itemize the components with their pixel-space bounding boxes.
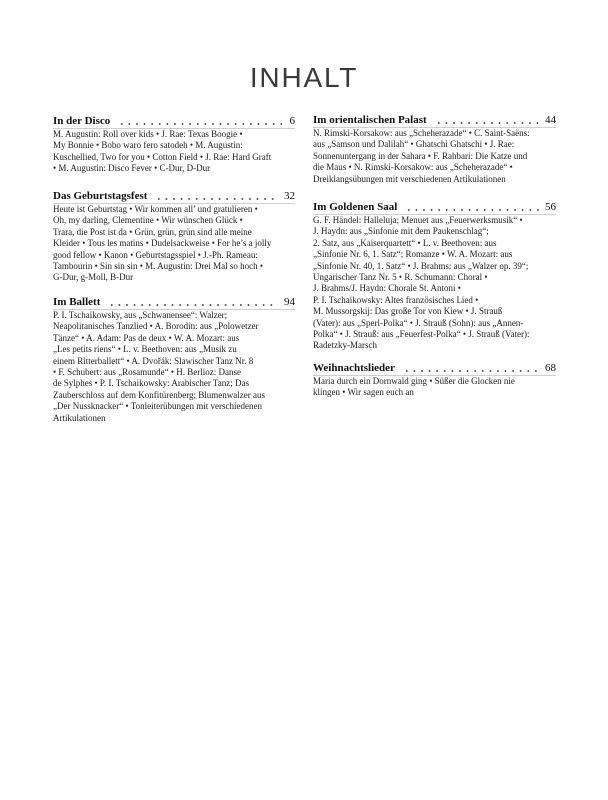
contents-line: „Sinfonie Nr. 40, 1. Satz“ • J. Brahms: aus „Walzer op. 39“; bbox=[313, 260, 529, 271]
contents-line: klingen • Wir sagen euch an bbox=[313, 387, 414, 398]
contents-line: Tambourin • Sin sin sin • M. Augustin: Drei Mal so hoch • bbox=[53, 261, 264, 272]
contents-line: Tänze“ • A. Adam: Pas de deux • W. A. Mozart: aus bbox=[53, 332, 240, 343]
dot-leader bbox=[155, 198, 278, 200]
page-title: INHALT bbox=[249, 62, 359, 93]
contents-line: Dreiklangsübungen mit verschiedenen Artikulationen bbox=[313, 173, 506, 184]
contents-line: • M. Augustin: Disco Fever • C-Dur, D-Dur bbox=[53, 163, 211, 174]
section-contents bbox=[313, 128, 556, 185]
section-header bbox=[53, 295, 295, 309]
contents-line: Trara, die Post ist da • Grün, grün, grün sind alle meine bbox=[53, 226, 252, 237]
toc-section-im-orientalischen-palast bbox=[313, 113, 556, 185]
contents-line: P. I. Tschaikowsky: Altes französisches Lied • bbox=[313, 294, 479, 305]
section-contents bbox=[53, 129, 295, 175]
contents-line: Maria durch ein Dornwald ging • Süßer die Glocken nie bbox=[313, 376, 515, 386]
contents-line: Neapolitanisches Tanzlied • A. Borodin: aus „Polowetzer bbox=[53, 321, 259, 332]
toc-section-im-ballett bbox=[53, 295, 295, 424]
toc-section-weihnachtslieder bbox=[313, 361, 556, 399]
section-title: Das Geburtstagsfest bbox=[53, 190, 148, 202]
contents-line: G. F. Händel: Halleluja; Menuet aus „Feuerwerksmusik“ • bbox=[313, 215, 523, 225]
section-header bbox=[313, 113, 556, 127]
contents-line: (Vater): aus „Sperl-Polka“ • J. Strauß (Sohn): aus „Annen- bbox=[313, 317, 524, 328]
contents-line: Oh, my darling, Clementine • Wir wünschen Glück • bbox=[53, 215, 243, 226]
page-number: 56 bbox=[545, 201, 556, 213]
contents-line: My Bonnie • Bobo waro fero satodeh • M. Augustin: bbox=[53, 140, 243, 151]
dot-leader bbox=[403, 370, 539, 372]
section-header bbox=[313, 200, 556, 214]
contents-line: Artikulationen bbox=[53, 412, 106, 423]
toc-section-in-der-disco bbox=[53, 114, 295, 175]
contents-line: de Sylphes • P. I. Tschaikowsky: Arabischer Tanz; Das bbox=[53, 378, 250, 389]
contents-line: Radetzky-Marsch bbox=[313, 340, 377, 351]
dot-leader bbox=[435, 122, 539, 124]
page-number: 32 bbox=[284, 190, 295, 202]
page-number: 44 bbox=[545, 114, 556, 126]
page-number: 68 bbox=[545, 362, 556, 374]
dot-leader bbox=[405, 209, 539, 211]
section-contents bbox=[313, 376, 556, 399]
contents-line: • F. Schubert: aus „Rosamunde“ • H. Berlioz: Danse bbox=[53, 367, 242, 378]
section-contents bbox=[53, 310, 295, 424]
contents-line: einem Ritterballett“ • A. Dvořák: Slawischer Tanz Nr. 8 bbox=[53, 355, 254, 366]
toc-column-right bbox=[313, 0, 556, 800]
contents-line: Sonnenuntergang in der Sahara • F. Rahbari: Die Katze und bbox=[313, 150, 528, 161]
contents-line: P. I. Tschaikowsky, aus „Schwanensee“: Walzer; bbox=[53, 310, 228, 320]
contents-line: die Maus • N. Rimski-Korsakow: aus „Scheherazade“ • bbox=[313, 162, 513, 173]
contents-line: „Der Nussknacker“ • Tonleiterübungen mit verschiedenen bbox=[53, 401, 263, 412]
contents-line: M. Augustin: Roll over kids • J. Rae: Texas Boogie • bbox=[53, 129, 243, 139]
contents-line: 2. Satz, aus „Kaiserquartett“ • L. v. Beethoven: aus bbox=[313, 237, 497, 248]
section-header bbox=[313, 361, 556, 375]
contents-line: good fellow • Kanon • Geburtstagsspiel • J.-Ph. Rameau: bbox=[53, 249, 258, 260]
toc-section-das-geburtstagsfest bbox=[53, 189, 295, 284]
contents-line: N. Rimski-Korsakow: aus „Scheherazade“ • C. Saint-Saëns: bbox=[313, 128, 530, 138]
section-contents bbox=[313, 215, 556, 352]
contents-line: G-Dur, g-Moll, B-Dur bbox=[53, 272, 134, 283]
section-title: Weihnachtslieder bbox=[313, 362, 395, 374]
contents-line: Kuschellied, Two for you • Cotton Field • J. Rae: Hard Graft bbox=[53, 151, 272, 162]
section-title: Im Goldenen Saal bbox=[313, 201, 398, 213]
contents-line: J. Haydn: aus „Sinfonie mit dem Paukenschlag“; bbox=[313, 226, 489, 237]
contents-line: Ungarischer Tanz Nr. 5 • R. Schumann: Choral • bbox=[313, 272, 488, 283]
section-header bbox=[53, 189, 295, 203]
contents-line: Polka“ • J. Strauß: aus „Feuerfest-Polka“ • J. Strauß (Vater): bbox=[313, 329, 530, 340]
section-title: In der Disco bbox=[53, 115, 111, 127]
toc-section-im-goldenen-saal bbox=[313, 200, 556, 352]
dot-leader bbox=[118, 123, 283, 125]
section-title: Im Ballett bbox=[53, 296, 101, 308]
contents-line: Kleider • Tous les matins • Dudelsackweise • For he’s a jolly bbox=[53, 238, 272, 249]
section-title: Im orientalischen Palast bbox=[313, 114, 427, 126]
contents-line: Zauberschloss auf dem Konfitürenberg; Blumenwalzer aus bbox=[53, 389, 266, 400]
contents-line: aus „Samson und Dalilah“ • Ghatschi Ghatschi • J. Rae: bbox=[313, 139, 515, 150]
dot-leader bbox=[108, 304, 278, 306]
contents-line: „Sinfonie Nr. 6, 1. Satz“; Romanze • W. A. Mozart: aus bbox=[313, 249, 513, 260]
section-header bbox=[53, 114, 295, 128]
contents-line: Heute ist Geburtstag • Wir kommen all’ und gratulieren • bbox=[53, 204, 258, 214]
page-number: 94 bbox=[284, 296, 295, 308]
page-number: 6 bbox=[289, 115, 295, 127]
section-contents bbox=[53, 204, 295, 284]
toc-column-left bbox=[53, 0, 295, 800]
contents-line: M. Mussorgskij: Das große Tor von Kiew • J. Strauß bbox=[313, 306, 503, 317]
contents-line: J. Brahms/J. Haydn: Chorale St. Antoni • bbox=[313, 283, 461, 294]
contents-line: „Les petits riens“ • L. v. Beethoven: aus „Musik zu bbox=[53, 344, 237, 355]
